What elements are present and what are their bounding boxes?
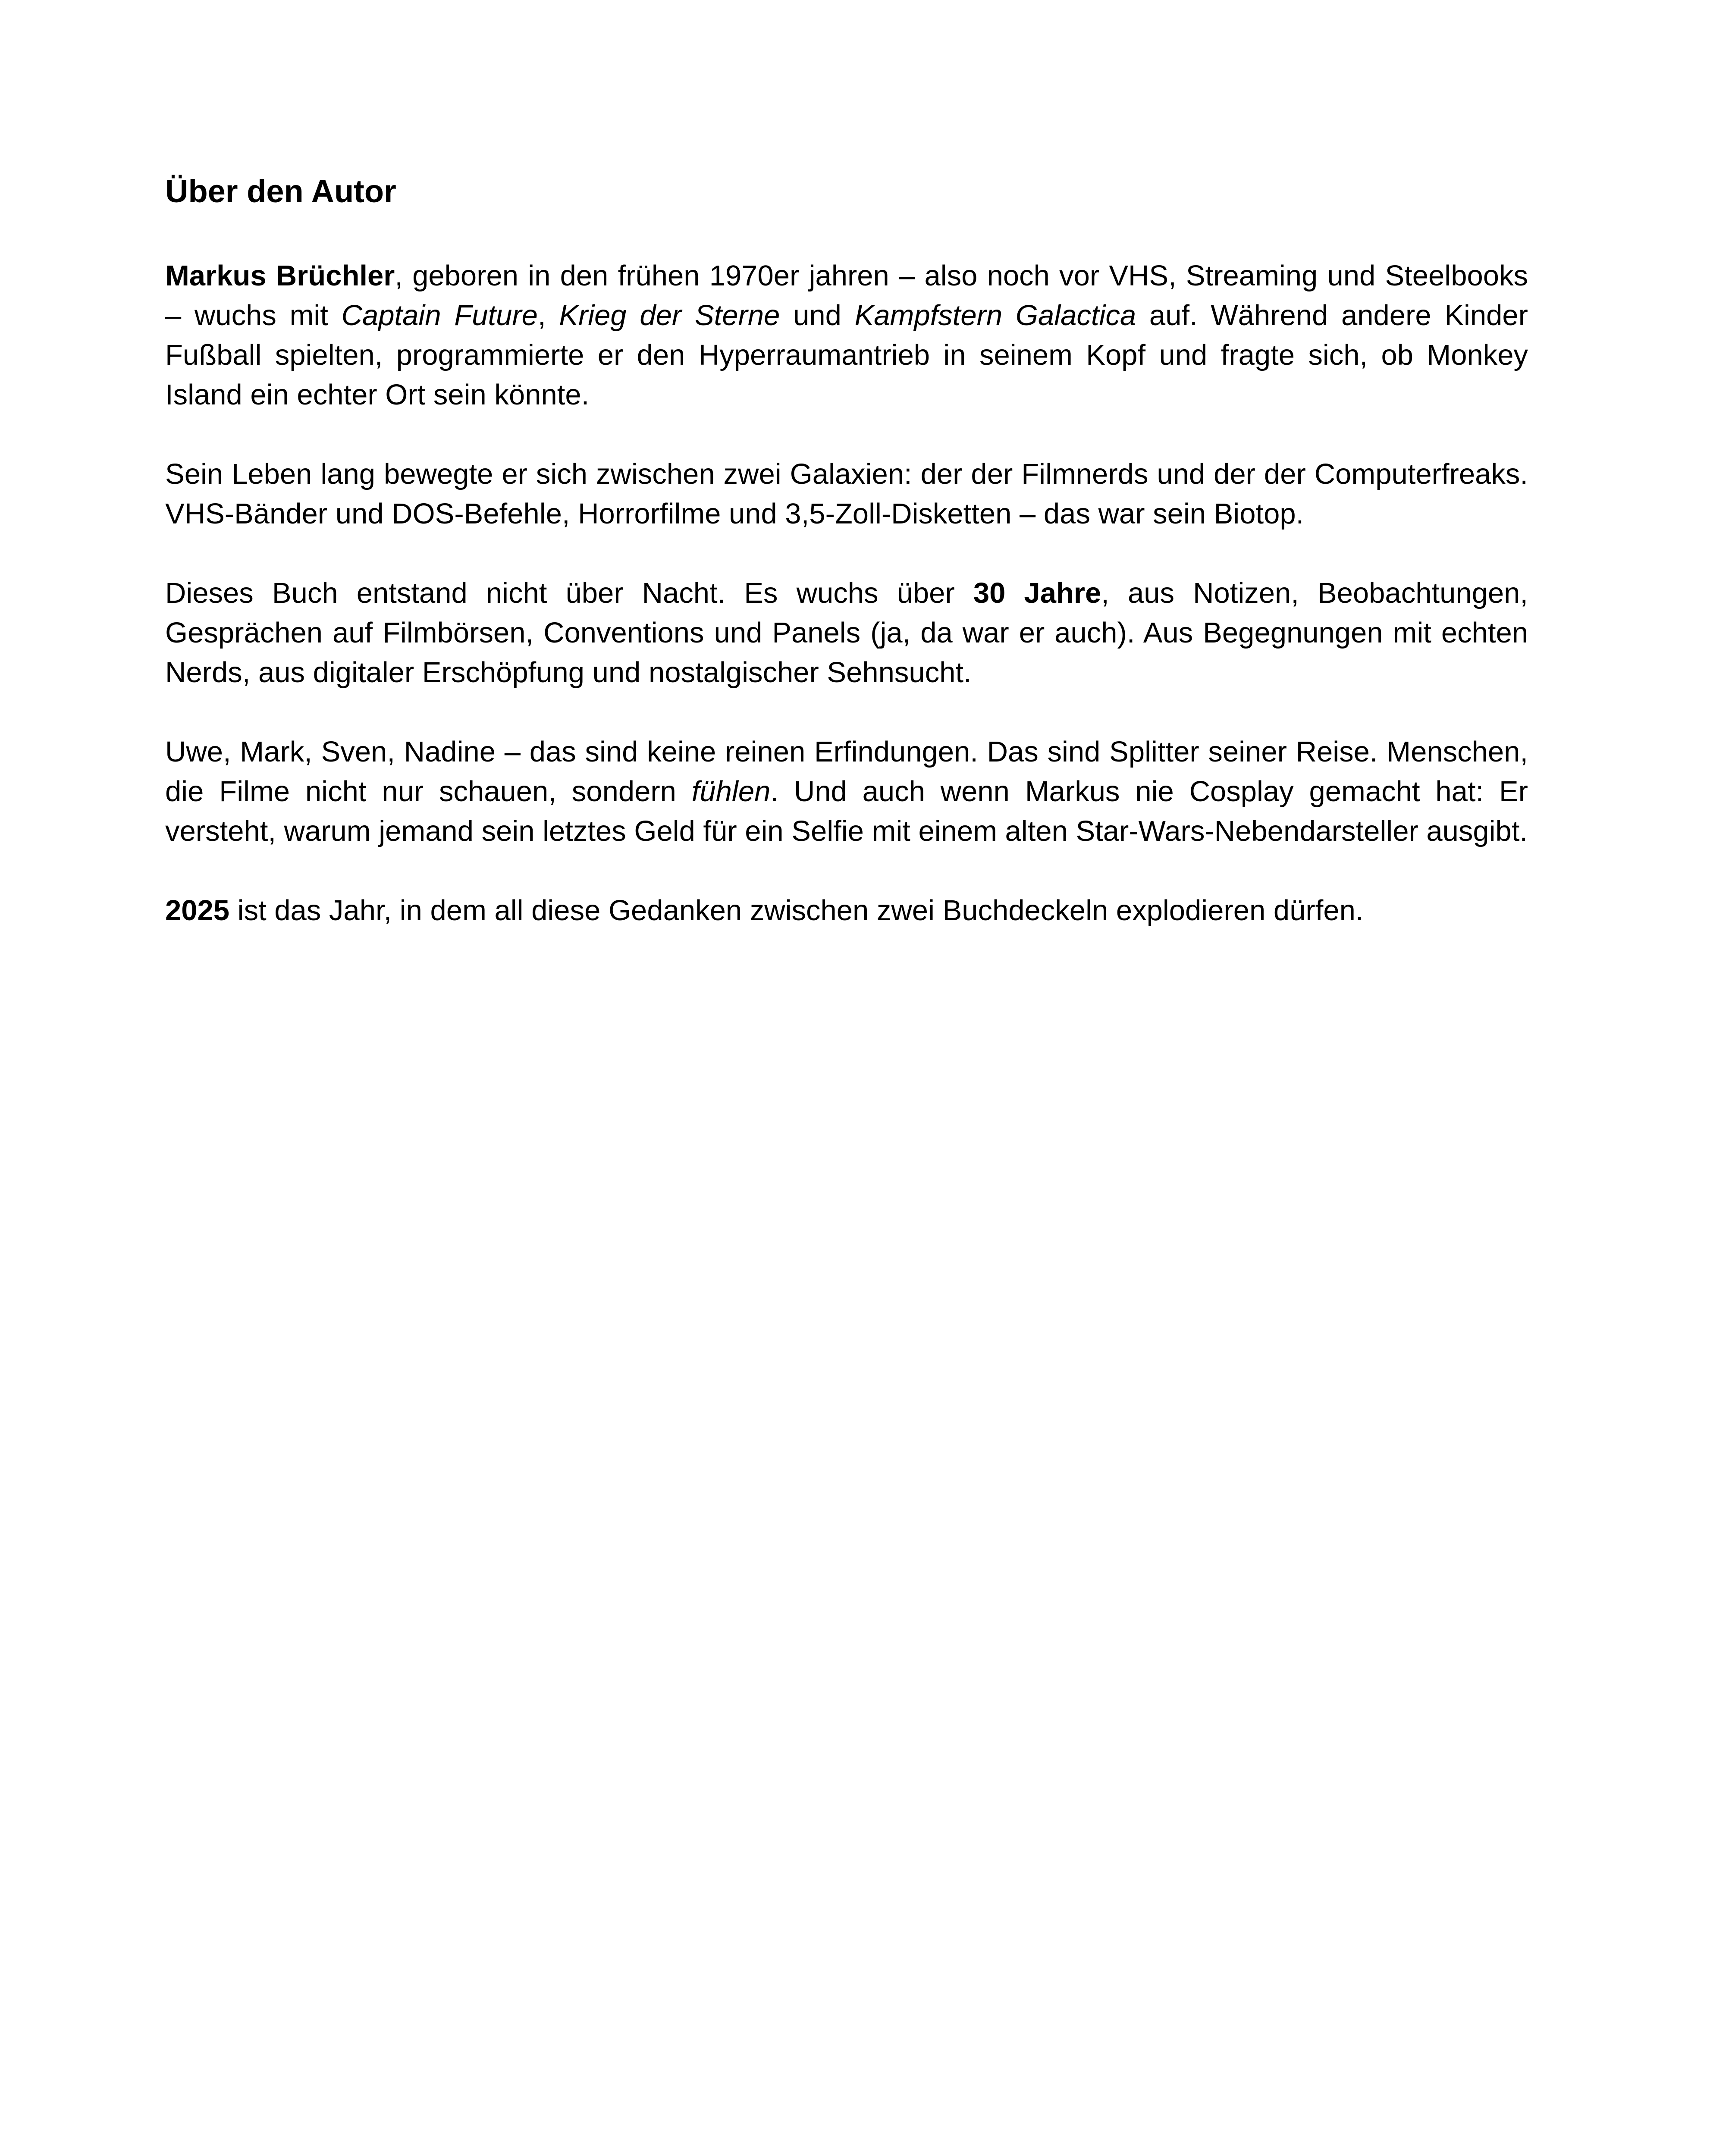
section-heading: Über den Autor (165, 173, 396, 209)
text-run: Captain Future (341, 299, 538, 332)
paragraph-4 (165, 732, 1528, 851)
body-text (165, 256, 1528, 931)
document-page (165, 172, 1528, 970)
text-run: Uwe, Mark, Sven, Nadine – das sind keine reinen Erfindungen. Das sind Splitter seiner Reise. Menschen, die Filme nicht nur schauen, sondern (165, 735, 1528, 808)
paragraph-5 (165, 891, 1528, 931)
text-run: , geboren in den frühen 1970er jahren – also noch vor VHS, Streaming und Steelbooks – wuchs mit (165, 259, 1528, 332)
text-run: auf. Während andere Kinder Fußball spielten, programmierte er den Hyperraumantrieb in seinem Kopf und fragte sich, ob Monkey Island ein echter Ort sein könnte. (165, 299, 1528, 411)
paragraph-1 (165, 256, 1528, 415)
text-run: , (537, 299, 559, 332)
text-run: Sein Leben lang bewegte er sich zwischen zwei Galaxien: der der Filmnerds und der der Computerfreaks. VHS-Bänder und DOS-Befehle, Horrorfilme und 3,5-Zoll-Disketten – das war sein Biotop. (165, 458, 1528, 530)
text-run: 2025 (165, 894, 230, 927)
text-run: , aus Notizen, Beobachtungen, Gesprächen auf Filmbörsen, Conventions und Panels (ja, da war er auch). Aus Begegnungen mit echten Nerds, aus digitaler Erschöpfung und nostalgischer Sehnsucht. (165, 577, 1528, 689)
text-run: Kampfstern Galactica (854, 299, 1136, 332)
text-run: Krieg der Sterne (559, 299, 780, 332)
text-run: fühlen (691, 775, 771, 808)
text-run: Dieses Buch entstand nicht über Nacht. Es wuchs über (165, 577, 973, 609)
text-run: und (780, 299, 855, 332)
paragraph-3 (165, 573, 1528, 693)
text-run: 30 Jahre (973, 577, 1101, 609)
text-run: . Und auch wenn Markus nie Cosplay gemacht hat: Er versteht, warum jemand sein letztes Geld für ein Selfie mit einem alten Star-Wars-Nebendarsteller ausgibt. (165, 775, 1528, 847)
paragraph-2 (165, 454, 1528, 534)
text-run: ist das Jahr, in dem all diese Gedanken zwischen zwei Buchdeckeln explodieren dürfen. (229, 894, 1364, 927)
text-run: Markus Brüchler (165, 259, 395, 292)
